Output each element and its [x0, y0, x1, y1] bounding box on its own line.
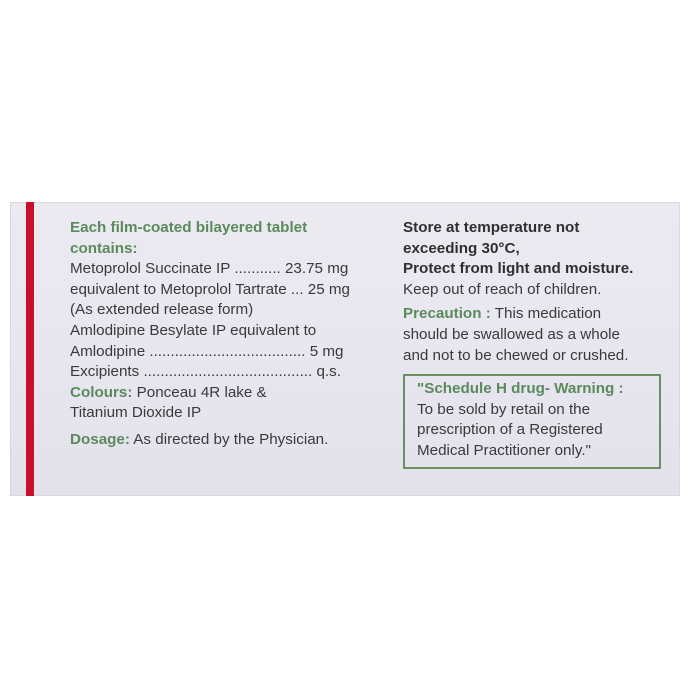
store-line: Store at temperature not [403, 219, 580, 236]
protect-line: Protect from light and moisture. [403, 260, 634, 278]
warning-title: "Schedule H drug- Warning : [417, 380, 624, 398]
precaution-line-2: should be swallowed as a whole [403, 325, 620, 343]
ingredient-line: Metoprolol Succinate IP ........... 23.75 mg [70, 260, 349, 278]
precaution-line [403, 304, 678, 325]
ingredient-line: Amlodipine Besylate IP equivalent to [70, 321, 317, 339]
dosage-text: As directed by the Physician. [129, 430, 329, 448]
dosage-label: Dosage: [70, 430, 130, 448]
warning-line: To be sold by retail on the [417, 400, 591, 418]
colours-text: Ponceau 4R lake & [132, 383, 267, 401]
warning-line: Medical Practitioner only." [417, 441, 591, 459]
warning-line: prescription of a Registered [417, 421, 603, 439]
colours-label: Colours: [70, 383, 133, 401]
colours-line [70, 383, 370, 404]
keep-line: Keep out of reach of children. [403, 280, 602, 298]
composition-section [70, 218, 370, 451]
dosage-line [70, 430, 370, 451]
precaution-label: Precaution : [403, 305, 491, 323]
composition-heading-2: contains: [70, 239, 138, 257]
composition-heading: Each film-coated bilayered tablet [70, 219, 308, 236]
ingredient-line: Excipients ........................................ q.s. [70, 363, 341, 381]
red-stripe [26, 202, 34, 496]
ingredient-line: Amlodipine ..................................... 5 mg [70, 342, 344, 360]
colours-line-2: Titanium Dioxide IP [70, 404, 202, 422]
storage-section [403, 218, 678, 469]
ingredient-line: (As extended release form) [70, 301, 254, 319]
ingredient-line: equivalent to Metoprolol Tartrate ... 25 mg [70, 280, 350, 298]
precaution-line-3: and not to be chewed or crushed. [403, 346, 629, 364]
precaution-text: This medication [490, 305, 602, 323]
schedule-h-warning-box [403, 374, 661, 468]
store-line-2: exceeding 30°C, [403, 239, 520, 257]
